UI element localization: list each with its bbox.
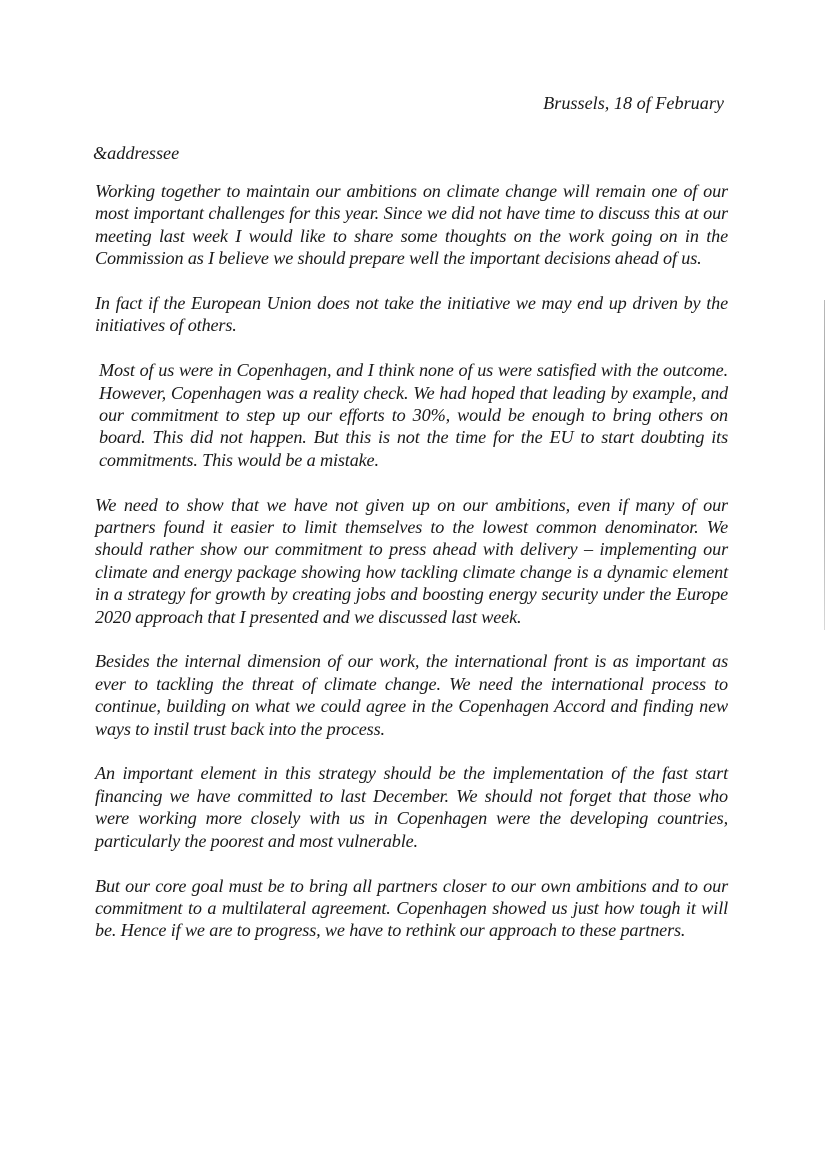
paragraph: Besides the internal dimension of our work, the international front is as important as ever to tackling the threat of climate change. We need the international process to continue, building on what we could agree in the Copenhagen Accord and finding new ways to instil trust back into the process. [95, 651, 728, 739]
letter-date: Brussels, 18 of February [543, 93, 724, 113]
scan-artifact-line [824, 300, 825, 630]
paragraph: We need to show that we have not given up on our ambitions, even if many of our partners found it easier to limit themselves to the lowest common denominator. We should rather show our commitment to press ahead with delivery – implementing our climate and energy package showing how tackling climate change is a dynamic element in a strategy for growth by creating jobs and boosting energy security under the Europe 2020 approach that I presented and we discussed last week. [95, 494, 728, 627]
letter-body [95, 180, 728, 964]
paragraph: In fact if the European Union does not take the initiative we may end up driven by the initiatives of others. [95, 293, 728, 336]
paragraph: Most of us were in Copenhagen, and I think none of us were satisfied with the outcome. However, Copenhagen was a reality check. We had hoped that leading by example, and our commitment to step up our efforts to 30%, would be enough to bring others on board. This did not happen. But this is not the time for the EU to start doubting its commitments. This would be a mistake. [99, 360, 728, 470]
paragraph: An important element in this strategy should be the implementation of the fast start financing we have committed to last December. We should not forget that those who were working more closely with us in Copenhagen were the developing countries, particularly the poorest and most vulnerable. [95, 763, 728, 851]
paragraph: But our core goal must be to bring all partners closer to our own ambitions and to our commitment to a multilateral agreement. Copenhagen showed us just how tough it will be. Hence if we are to progress, we have to rethink our approach to these partners. [95, 875, 728, 941]
paragraph: Working together to maintain our ambitions on climate change will remain one of our most important challenges for this year. Since we did not have time to discuss this at our meeting last week I would like to share some thoughts on the work going on in the Commission as I believe we should prepare well the important decisions ahead of us. [95, 181, 728, 269]
letter-addressee: &addressee [93, 143, 180, 163]
